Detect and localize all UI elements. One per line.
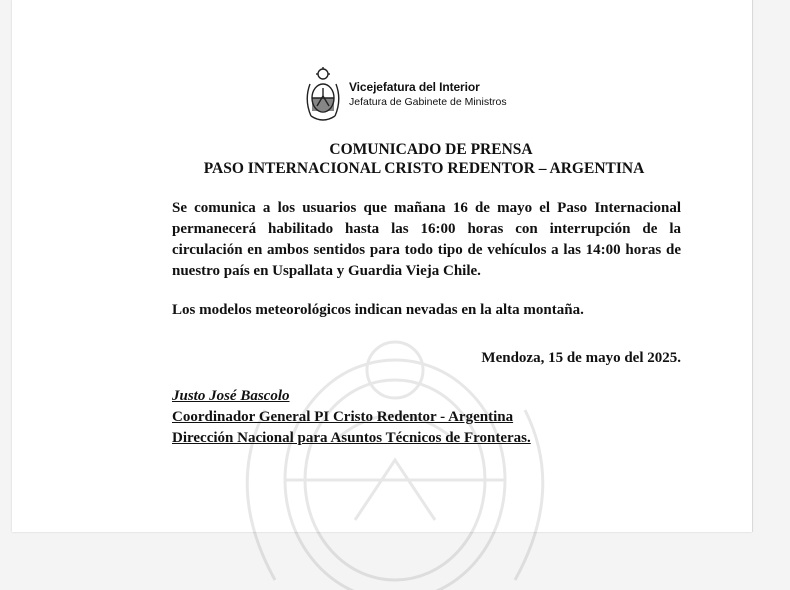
coat-of-arms-icon [305, 66, 341, 124]
date-line: Mendoza, 15 de mayo del 2025. [481, 350, 681, 366]
signatory-role: Coordinador General PI Cristo Redentor - Argentina [172, 409, 514, 425]
signature-block [172, 386, 531, 449]
page-edge-divider [752, 0, 753, 532]
letterhead-subtitle: Jefatura de Gabinete de Ministros [349, 96, 507, 108]
coat-of-arms-watermark-icon [205, 330, 585, 590]
press-release-subheading: PASO INTERNACIONAL CRISTO REDENTOR – ARGENTINA [203, 160, 645, 177]
document-titles [0, 140, 790, 178]
body-paragraph-1: Se comunica a los usuarios que mañana 16 de mayo el Paso Internacional permanecerá habilitado hasta las 16:00 horas con interrupción de la circulación en ambos sentidos para todo tipo de vehículos a las 14:00 horas de nuestro país en Uspallata y Guardia Vieja Chile. [172, 200, 681, 279]
signatory-office: Dirección Nacional para Asuntos Técnicos de Fronteras. [172, 430, 531, 446]
letterhead [305, 64, 507, 126]
document-body [172, 198, 681, 321]
signatory-name: Justo José Bascolo [172, 388, 290, 404]
letterhead-title: Vicejefatura del Interior [349, 80, 480, 94]
press-release-heading: COMUNICADO DE PRENSA [329, 141, 533, 158]
body-paragraph-2: Los modelos meteorológicos indican nevadas en la alta montaña. [172, 302, 584, 318]
